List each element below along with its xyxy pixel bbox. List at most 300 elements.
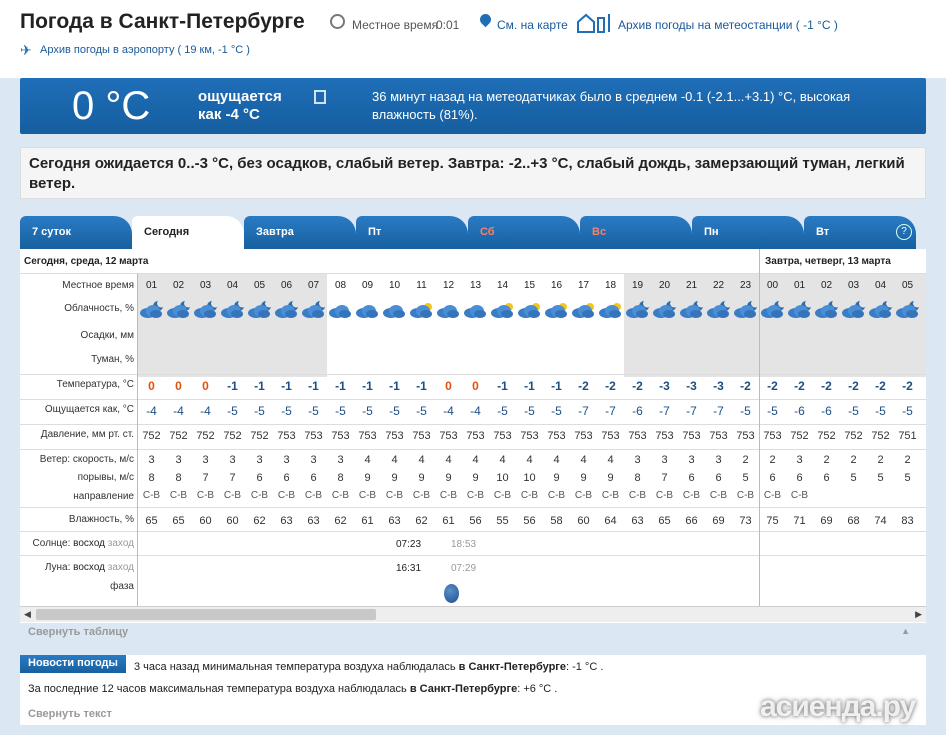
collapse-text-link[interactable]: Свернуть текст xyxy=(28,708,112,720)
temp-cell: -1 xyxy=(524,379,535,393)
row-label-wind: Ветер: скорость, м/с xyxy=(39,454,134,465)
row-label-gusts: порывы, м/с xyxy=(77,472,134,483)
humidity-cell: 56 xyxy=(469,515,482,527)
caret-up-icon[interactable]: ▲ xyxy=(901,626,910,636)
row-divider xyxy=(20,555,926,556)
feels-cell: -5 xyxy=(524,404,535,418)
row-divider xyxy=(20,424,926,425)
pressure-cell: 753 xyxy=(601,430,620,442)
feels-cell: -5 xyxy=(875,404,886,418)
cloud-night-icon xyxy=(678,299,705,321)
gust-cell: 8 xyxy=(148,472,155,484)
humidity-cell: 60 xyxy=(199,515,212,527)
humidity-cell: 63 xyxy=(631,515,644,527)
feels-cell: -5 xyxy=(362,404,373,418)
cloud-sun-icon xyxy=(408,299,435,321)
feels-cell: -5 xyxy=(308,404,319,418)
row-label-temp: Температура, °C xyxy=(56,379,134,390)
pressure-cell: 753 xyxy=(331,430,350,442)
sun-prefix: Солнце: xyxy=(32,538,71,549)
feels-cell: -5 xyxy=(227,404,238,418)
tab-6[interactable] xyxy=(692,216,804,249)
gust-cell: 6 xyxy=(769,472,776,484)
wind-cell: 3 xyxy=(661,454,668,466)
row-divider xyxy=(20,273,926,274)
sunset-time: 18:53 xyxy=(451,539,477,550)
temp-cell: -1 xyxy=(362,379,373,393)
local-time-label: Местное время xyxy=(352,18,439,32)
row-label-pressure: Давление, мм рт. ст. xyxy=(40,429,134,440)
temp-cell: 0 xyxy=(148,379,155,393)
row-divider xyxy=(20,449,926,450)
cloud-sun-icon xyxy=(489,299,516,321)
station-icon xyxy=(576,12,618,34)
hour-cell: 20 xyxy=(658,280,671,291)
sun-rise-label: восход xyxy=(73,538,105,549)
tab-1[interactable] xyxy=(132,216,244,249)
wind-cell: 4 xyxy=(499,454,506,466)
hour-cell: 14 xyxy=(496,280,509,291)
pressure-cell: 752 xyxy=(142,430,161,442)
humidity-cell: 62 xyxy=(415,515,428,527)
gust-cell: 6 xyxy=(283,472,290,484)
temp-cell: -1 xyxy=(497,379,508,393)
wind-cell: 2 xyxy=(877,454,884,466)
feels-cell: -4 xyxy=(173,404,184,418)
humidity-cell: 71 xyxy=(793,515,806,527)
wind-cell: 2 xyxy=(742,454,749,466)
direction-cell: С-В xyxy=(682,490,701,501)
pressure-cell: 753 xyxy=(412,430,431,442)
humidity-cell: 69 xyxy=(820,515,833,527)
direction-cell: С-В xyxy=(574,490,593,501)
gust-cell: 6 xyxy=(715,472,722,484)
temp-cell: -2 xyxy=(848,379,859,393)
wind-cell: 4 xyxy=(607,454,614,466)
hour-cell: 17 xyxy=(577,280,590,291)
direction-cell: С-В xyxy=(142,490,161,501)
temp-cell: -2 xyxy=(740,379,751,393)
temp-cell: -1 xyxy=(227,379,238,393)
tab-4[interactable] xyxy=(468,216,580,249)
direction-cell: С-В xyxy=(304,490,323,501)
temp-cell: -2 xyxy=(794,379,805,393)
cloud-night-icon xyxy=(867,299,894,321)
pressure-cell: 753 xyxy=(682,430,701,442)
row-label-humidity: Влажность, % xyxy=(68,514,134,525)
pressure-cell: 753 xyxy=(304,430,323,442)
clock-icon xyxy=(330,14,345,29)
humidity-cell: 56 xyxy=(523,515,536,527)
feels-cell: -5 xyxy=(848,404,859,418)
gust-cell: 8 xyxy=(634,472,641,484)
gust-cell: 6 xyxy=(823,472,830,484)
cloud-night-icon xyxy=(732,299,759,321)
moon-rise-label: восход xyxy=(73,562,105,573)
cloud-sun-icon xyxy=(516,299,543,321)
gust-cell: 9 xyxy=(472,472,479,484)
wind-cell: 3 xyxy=(688,454,695,466)
tab-2[interactable] xyxy=(244,216,356,249)
feels-cell: -4 xyxy=(146,404,157,418)
help-icon[interactable]: ? xyxy=(896,224,912,240)
wind-cell: 4 xyxy=(580,454,587,466)
gust-cell: 8 xyxy=(175,472,182,484)
hour-cell: 18 xyxy=(604,280,617,291)
direction-cell: С-В xyxy=(655,490,674,501)
hour-cell: 05 xyxy=(901,280,914,291)
pressure-cell: 752 xyxy=(817,430,836,442)
plane-icon: ✈ xyxy=(20,42,32,58)
hour-cell: 11 xyxy=(416,280,427,291)
wind-cell: 3 xyxy=(202,454,209,466)
wind-cell: 4 xyxy=(391,454,398,466)
humidity-cell: 64 xyxy=(604,515,617,527)
feels-cell: -7 xyxy=(605,404,616,418)
gust-cell: 9 xyxy=(364,472,371,484)
hour-cell: 21 xyxy=(685,280,698,291)
hour-cell: 23 xyxy=(739,280,752,291)
moonset-time: 07:29 xyxy=(451,563,477,574)
pressure-cell: 753 xyxy=(547,430,566,442)
pressure-cell: 752 xyxy=(196,430,215,442)
local-time-value: 0:01 xyxy=(436,18,460,32)
hour-cell: 02 xyxy=(820,280,833,291)
direction-cell: С-В xyxy=(601,490,620,501)
page-header xyxy=(0,0,946,78)
feels-cell: -5 xyxy=(335,404,346,418)
pressure-cell: 752 xyxy=(223,430,242,442)
gust-cell: 10 xyxy=(523,472,536,484)
humidity-cell: 58 xyxy=(550,515,563,527)
airport-archive-link[interactable]: Архив погоды в аэропорту ( 19 км, -1 °C ) xyxy=(40,44,250,56)
gust-cell: 5 xyxy=(850,472,857,484)
pressure-cell: 752 xyxy=(790,430,809,442)
humidity-cell: 83 xyxy=(901,515,914,527)
moonrise-time: 16:31 xyxy=(396,563,422,574)
gust-cell: 9 xyxy=(607,472,614,484)
hour-cell: 22 xyxy=(712,280,725,291)
feels-cell: -7 xyxy=(713,404,724,418)
cloud-night-icon xyxy=(138,299,165,321)
wind-cell: 2 xyxy=(904,454,911,466)
pressure-cell: 752 xyxy=(250,430,269,442)
cloud-icon xyxy=(462,299,489,321)
direction-cell: С-В xyxy=(547,490,566,501)
direction-cell: С-В xyxy=(196,490,215,501)
humidity-cell: 65 xyxy=(145,515,158,527)
row-divider xyxy=(20,374,926,375)
gust-cell: 6 xyxy=(688,472,695,484)
direction-cell: С-В xyxy=(277,490,296,501)
temp-cell: 0 xyxy=(445,379,452,393)
row-label-dir: направление xyxy=(73,491,134,502)
feels-cell: -7 xyxy=(659,404,670,418)
forecast-summary: Сегодня ожидается 0..-3 °C, без осадков, слабый ветер. Завтра: -2..+3 °C, слабый дождь, замерзающий туман, легкий ветер. xyxy=(20,147,926,199)
sun-label xyxy=(20,538,134,549)
temp-cell: -2 xyxy=(902,379,913,393)
feels-cell: -4 xyxy=(200,404,211,418)
temp-cell: 0 xyxy=(175,379,182,393)
pressure-cell: 753 xyxy=(520,430,539,442)
hour-cell: 06 xyxy=(280,280,293,291)
temp-cell: -2 xyxy=(605,379,616,393)
hour-cell: 03 xyxy=(847,280,860,291)
pressure-cell: 752 xyxy=(169,430,188,442)
temp-cell: -3 xyxy=(659,379,670,393)
cloud-icon xyxy=(381,299,408,321)
wind-cell: 3 xyxy=(283,454,290,466)
gust-cell: 6 xyxy=(256,472,263,484)
cloud-night-icon xyxy=(894,299,921,321)
tab-label: Вс xyxy=(592,226,607,238)
tab-3[interactable] xyxy=(356,216,468,249)
day-tabs xyxy=(20,214,926,249)
pressure-cell: 752 xyxy=(871,430,890,442)
wind-cell: 3 xyxy=(229,454,236,466)
cloud-night-icon xyxy=(219,299,246,321)
table-scrollbar[interactable] xyxy=(20,606,926,622)
feels-cell: -6 xyxy=(821,404,832,418)
news-badge: Новости погоды xyxy=(20,655,126,673)
cloud-night-icon xyxy=(705,299,732,321)
scroll-right-icon[interactable]: ▶ xyxy=(915,609,922,619)
wind-cell: 4 xyxy=(418,454,425,466)
direction-cell: С-В xyxy=(358,490,377,501)
feels-like xyxy=(198,88,282,124)
moon-phase-icon xyxy=(444,584,459,603)
wind-cell: 3 xyxy=(796,454,803,466)
wind-cell: 4 xyxy=(364,454,371,466)
row-divider xyxy=(20,531,926,532)
hour-cell: 04 xyxy=(874,280,887,291)
temp-cell: -1 xyxy=(551,379,562,393)
direction-cell: С-В xyxy=(385,490,404,501)
wind-cell: 3 xyxy=(310,454,317,466)
pressure-cell: 753 xyxy=(277,430,296,442)
temp-cell: -2 xyxy=(632,379,643,393)
wind-cell: 4 xyxy=(553,454,560,466)
gust-cell: 6 xyxy=(796,472,803,484)
humidity-cell: 55 xyxy=(496,515,509,527)
hour-cell: 07 xyxy=(307,280,320,291)
tab-5[interactable] xyxy=(580,216,692,249)
today-header: Сегодня, среда, 12 марта xyxy=(24,256,149,267)
sensor-message: 36 минут назад на метеодатчиках было в среднем -0.1 (-2.1...+3.1) °C, высокая влажность (81%). xyxy=(372,89,851,122)
feels-cell: -5 xyxy=(416,404,427,418)
temp-cell: -2 xyxy=(821,379,832,393)
station-archive-link[interactable]: Архив погоды на метеостанции ( -1 °C ) xyxy=(618,18,838,32)
cloud-night-icon xyxy=(651,299,678,321)
temp-cell: -1 xyxy=(281,379,292,393)
cloud-sun-icon xyxy=(543,299,570,321)
gust-cell: 7 xyxy=(229,472,236,484)
cloud-night-icon xyxy=(624,299,651,321)
humidity-cell: 63 xyxy=(307,515,320,527)
pressure-cell: 753 xyxy=(439,430,458,442)
direction-cell: С-В xyxy=(709,490,728,501)
feels-cell: -7 xyxy=(686,404,697,418)
temp-cell: -3 xyxy=(713,379,724,393)
gust-cell: 9 xyxy=(580,472,587,484)
wind-cell: 2 xyxy=(823,454,830,466)
row-label-fog: Туман, % xyxy=(91,354,134,365)
humidity-cell: 66 xyxy=(685,515,698,527)
feels-cell: -5 xyxy=(497,404,508,418)
temp-cell: -3 xyxy=(686,379,697,393)
hour-cell: 01 xyxy=(145,280,158,291)
news-value: : +6 °C . xyxy=(517,683,558,695)
direction-cell: С-В xyxy=(412,490,431,501)
row-label-time: Местное время xyxy=(62,280,134,291)
temp-cell: -1 xyxy=(389,379,400,393)
direction-cell: С-В xyxy=(466,490,485,501)
page-title: Погода в Санкт-Петербурге xyxy=(20,10,305,33)
temp-cell: -1 xyxy=(335,379,346,393)
direction-cell: С-В xyxy=(169,490,188,501)
news-line-1 xyxy=(134,661,603,673)
cloud-sun-icon xyxy=(570,299,597,321)
hour-cell: 13 xyxy=(469,280,482,291)
humidity-cell: 61 xyxy=(361,515,374,527)
temp-cell: -1 xyxy=(254,379,265,393)
news-city: в Санкт-Петербурге xyxy=(458,661,566,673)
feels-cell: -5 xyxy=(767,404,778,418)
feels-cell: -5 xyxy=(389,404,400,418)
cloud-night-icon xyxy=(759,299,786,321)
gust-cell: 9 xyxy=(445,472,452,484)
cloud-icon xyxy=(354,299,381,321)
pressure-cell: 753 xyxy=(385,430,404,442)
news-line-2 xyxy=(28,683,557,695)
direction-cell: С-В xyxy=(331,490,350,501)
wind-cell: 4 xyxy=(526,454,533,466)
feels-cell: -5 xyxy=(254,404,265,418)
building-icon xyxy=(314,90,326,104)
hour-cell: 19 xyxy=(631,280,644,291)
hour-cell: 16 xyxy=(550,280,563,291)
gust-cell: 9 xyxy=(391,472,398,484)
humidity-cell: 74 xyxy=(874,515,887,527)
tab-0[interactable] xyxy=(20,216,132,249)
cloud-night-icon xyxy=(165,299,192,321)
tab-label: Сегодня xyxy=(144,226,190,238)
feels-cell: -6 xyxy=(632,404,643,418)
direction-cell: С-В xyxy=(790,490,809,501)
hour-cell: 00 xyxy=(766,280,779,291)
news-text: За последние 12 часов максимальная температура воздуха наблюдалась xyxy=(28,683,410,695)
cloud-night-icon xyxy=(300,299,327,321)
moon-phase-label: фаза xyxy=(110,581,134,592)
gust-cell: 5 xyxy=(877,472,884,484)
hour-cell: 02 xyxy=(172,280,185,291)
collapse-table-link[interactable]: Свернуть таблицу xyxy=(28,626,129,638)
humidity-cell: 65 xyxy=(172,515,185,527)
scroll-left-icon[interactable]: ◀ xyxy=(24,609,31,619)
scroll-thumb[interactable] xyxy=(36,609,376,620)
pressure-cell: 753 xyxy=(628,430,647,442)
gust-cell: 5 xyxy=(904,472,911,484)
cloud-night-icon xyxy=(813,299,840,321)
hour-cell: 04 xyxy=(226,280,239,291)
pressure-cell: 753 xyxy=(709,430,728,442)
pressure-cell: 751 xyxy=(898,430,917,442)
hour-cell: 09 xyxy=(361,280,374,291)
row-divider xyxy=(20,399,926,400)
humidity-cell: 61 xyxy=(442,515,455,527)
hour-cell: 15 xyxy=(523,280,536,291)
pressure-cell: 753 xyxy=(574,430,593,442)
hour-cell: 01 xyxy=(793,280,806,291)
direction-cell: С-В xyxy=(763,490,782,501)
direction-cell: С-В xyxy=(493,490,512,501)
moon-prefix: Луна: xyxy=(44,562,71,573)
direction-cell: С-В xyxy=(628,490,647,501)
feels-cell: -4 xyxy=(470,404,481,418)
wind-cell: 3 xyxy=(148,454,155,466)
feels-value: как -4 °C xyxy=(198,106,260,123)
gust-cell: 10 xyxy=(496,472,509,484)
row-label-precip: Осадки, мм xyxy=(80,330,134,341)
direction-cell: С-В xyxy=(250,490,269,501)
tab-label: Пн xyxy=(704,226,719,238)
humidity-cell: 62 xyxy=(253,515,266,527)
feels-cell: -5 xyxy=(551,404,562,418)
cloud-sun-icon xyxy=(597,299,624,321)
pressure-cell: 753 xyxy=(763,430,782,442)
direction-cell: С-В xyxy=(736,490,755,501)
feels-cell: -5 xyxy=(281,404,292,418)
current-temp: 0 °C xyxy=(72,84,151,128)
humidity-cell: 63 xyxy=(280,515,293,527)
news-value: : -1 °C . xyxy=(565,661,604,673)
cloud-night-icon xyxy=(192,299,219,321)
hour-cell: 08 xyxy=(334,280,347,291)
map-pin-icon[interactable] xyxy=(478,12,494,28)
humidity-cell: 65 xyxy=(658,515,671,527)
pressure-cell: 753 xyxy=(736,430,755,442)
cloud-icon xyxy=(327,299,354,321)
humidity-cell: 73 xyxy=(739,515,752,527)
cloud-icon xyxy=(435,299,462,321)
temp-cell: -2 xyxy=(875,379,886,393)
feels-label: ощущается xyxy=(198,88,282,105)
gust-cell: 7 xyxy=(202,472,209,484)
tab-label: 7 суток xyxy=(32,226,72,238)
temp-cell: -1 xyxy=(308,379,319,393)
gust-cell: 8 xyxy=(337,472,344,484)
wind-cell: 4 xyxy=(472,454,479,466)
direction-cell: С-В xyxy=(439,490,458,501)
tab-label: Вт xyxy=(816,226,830,238)
tab-label: Завтра xyxy=(256,226,294,238)
cloud-night-icon xyxy=(786,299,813,321)
news-text: 3 часа назад минимальная температура воздуха наблюдалась xyxy=(134,661,459,673)
humidity-cell: 63 xyxy=(388,515,401,527)
pressure-cell: 752 xyxy=(844,430,863,442)
gust-cell: 7 xyxy=(661,472,668,484)
map-link[interactable]: См. на карте xyxy=(497,18,568,32)
forecast-table xyxy=(20,249,926,623)
wind-cell: 3 xyxy=(715,454,722,466)
wind-cell: 2 xyxy=(850,454,857,466)
temp-cell: 0 xyxy=(202,379,209,393)
hour-cell: 10 xyxy=(388,280,401,291)
feels-cell: -6 xyxy=(794,404,805,418)
humidity-cell: 75 xyxy=(766,515,779,527)
cloud-night-icon xyxy=(840,299,867,321)
direction-cell: С-В xyxy=(223,490,242,501)
